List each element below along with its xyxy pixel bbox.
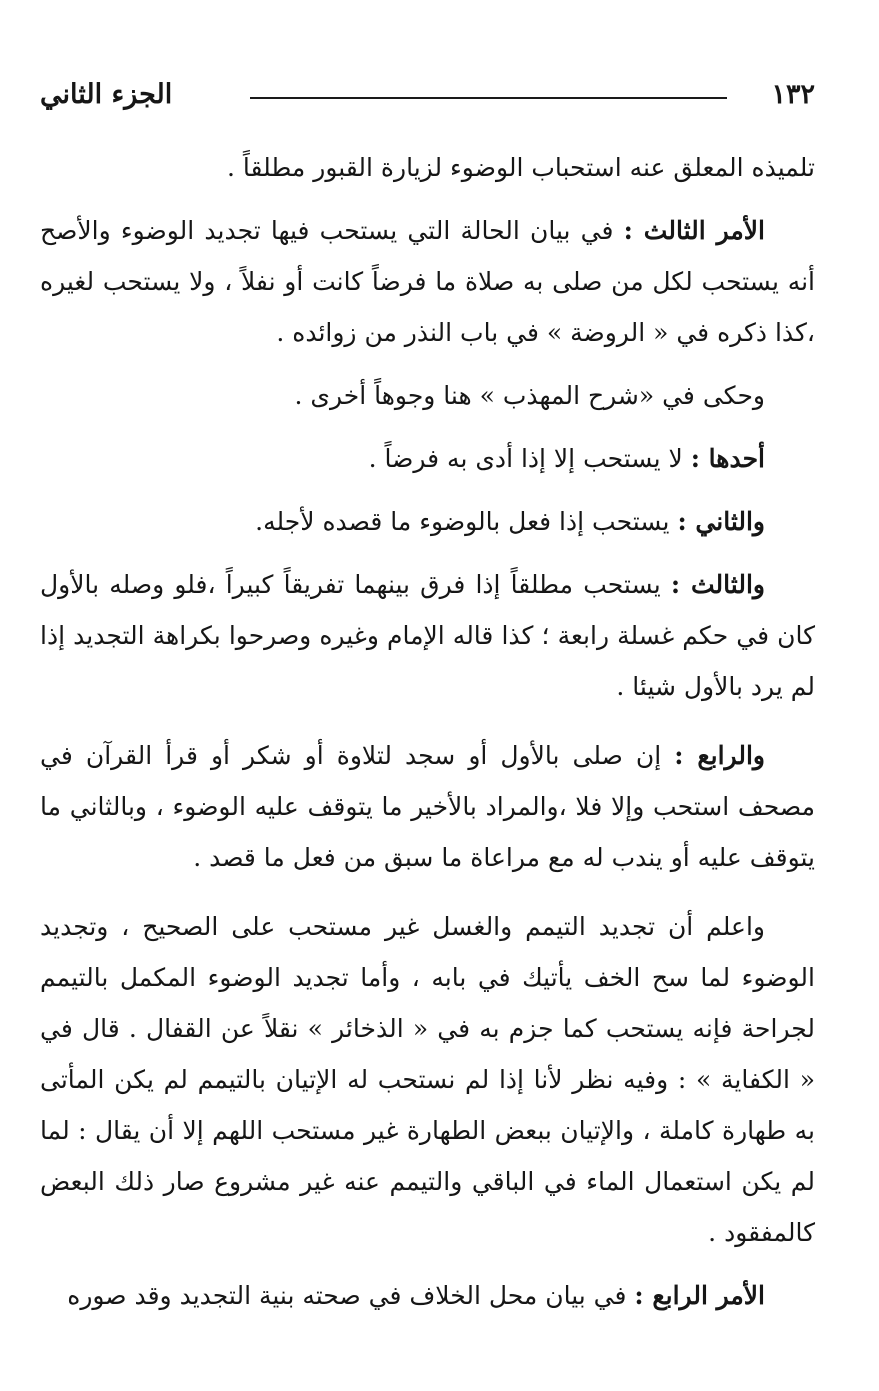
heading-second-view: والثاني :: [677, 507, 765, 536]
paragraph-third-view: [40, 559, 815, 712]
paragraph-text: لا يستحب إلا إذا أدى به فرضاً .: [368, 444, 691, 473]
paragraph-text: يستحب مطلقاً إذا فرق بينهما تفريقاً كبيراً ،فلو وصله بالأول كان في حكم غسلة رابعة ؛ كذا قاله الإمام وغيره وصرحوا بكراهة التجديد إذا لم يرد بالأول شيئا .: [40, 570, 815, 701]
header-rule: [250, 97, 727, 99]
part-title: الجزء الثاني: [40, 79, 173, 110]
running-header: [40, 78, 815, 118]
paragraph-text: في بيان محل الخلاف في صحته بنية التجديد وقد صوره: [67, 1281, 635, 1310]
heading-third-view: والثالث :: [670, 570, 765, 599]
heading-fourth-view: والرابع :: [674, 741, 765, 770]
paragraph-third-matter: [40, 205, 815, 358]
body-text: [40, 142, 815, 1321]
paragraph-fourth-view: [40, 730, 815, 883]
paragraph-renewal-tayammum: واعلم أن تجديد التيمم والغسل غير مستحب على الصحيح ، وتجديد الوضوء لما سح الخف يأتيك في بابه ، وأما تجديد الوضوء المكمل بالتيمم لجراحة فإنه يستحب كما جزم به في « الذخائر » نقلاً عن القفال . قال في « الكفاية » : وفيه نظر لأنا إذا لم نستحب له الإتيان بالتيمم لم يكن المأتى به طهارة كاملة ، والإتيان ببعض الطهارة غير مستحب اللهم إلا أن يقال : لما لم يكن استعمال الماء في الباقي والتيمم عنه غير مشروع صار ذلك البعض كالمفقود .: [40, 912, 815, 1247]
paragraph-text: يستحب إذا فعل بالوضوء ما قصده لأجله.: [255, 507, 678, 536]
paragraph-sharh-muhadhdhab: وحكى في «شرح المهذب » هنا وجوهاً أخرى .: [294, 381, 765, 410]
paragraph-1: تلميذه المعلق عنه استحباب الوضوء لزيارة القبور مطلقاً .: [226, 153, 815, 182]
page-number: ١٣٢: [771, 79, 815, 110]
heading-first-view: أحدها :: [690, 444, 765, 473]
heading-fourth-matter: الأمر الرابع :: [634, 1281, 765, 1310]
paragraph-first-view: [40, 433, 815, 484]
paragraph-second-view: [40, 496, 815, 547]
heading-third-matter: الأمر الثالث :: [623, 216, 766, 245]
paragraph-text: في بيان الحالة التي يستحب فيها تجديد الوضوء والأصح أنه يستحب لكل من صلى به صلاة ما فرضاً كانت أو نفلاً ، ولا يستحب لغيره ،كذا ذكره في « الروضة » في باب النذر من زوائده .: [40, 216, 815, 347]
paragraph-text: إن صلى بالأول أو سجد لتلاوة أو شكر أو قرأ القرآن في مصحف استحب وإلا فلا ،والمراد بالأخير ما يتوقف عليه الوضوء ، وبالثاني ما يتوقف عليه أو يندب له مع مراعاة ما سبق من فعل ما قصد .: [40, 741, 815, 872]
paragraph-fourth-matter: [40, 1270, 815, 1321]
